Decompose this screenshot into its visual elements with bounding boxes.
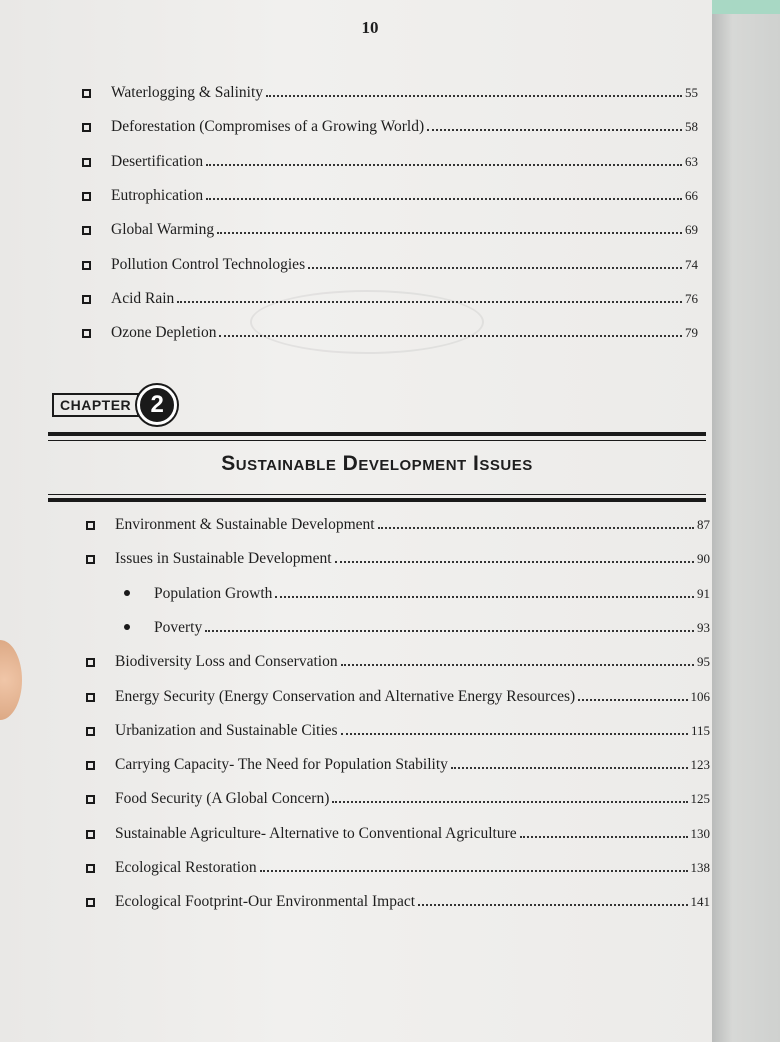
dot-leader <box>451 767 688 769</box>
dot-leader <box>520 836 688 838</box>
toc-entry-page: 138 <box>690 860 710 875</box>
toc-entry <box>86 825 710 843</box>
toc-entry <box>86 653 710 671</box>
rule-bottom-thin <box>48 494 706 495</box>
checkbox-bullet-icon <box>86 898 95 907</box>
checkbox-bullet-icon <box>86 795 95 804</box>
checkbox-bullet-icon <box>82 261 91 270</box>
checkbox-bullet-icon <box>82 329 91 338</box>
toc-entry-title: Issues in Sustainable Development <box>115 550 332 568</box>
toc-entry-title: Desertification <box>111 152 204 170</box>
checkbox-bullet-icon <box>86 761 95 770</box>
dot-leader <box>219 335 682 337</box>
toc-entry-title: Acid Rain <box>111 289 175 307</box>
bullet-dot-icon <box>124 590 130 596</box>
dot-leader <box>427 129 682 131</box>
toc-entry-title: Poverty <box>154 618 203 636</box>
toc-entry <box>86 893 710 911</box>
toc-entry <box>86 550 710 568</box>
checkbox-bullet-icon <box>86 727 95 736</box>
toc-entry-page: 93 <box>697 619 710 635</box>
toc-entry-title: Pollution Control Technologies <box>111 255 306 273</box>
toc-entry-title: Ozone Depletion <box>111 324 217 342</box>
chapter-title: Sustainable Development Issues <box>221 452 533 475</box>
toc-entry-page: 58 <box>685 119 698 135</box>
toc-entry-title: Urbanization and Sustainable Cities <box>115 721 338 739</box>
thumb <box>0 640 22 720</box>
rule-top-thin <box>48 440 706 441</box>
toc-entry-page: 106 <box>690 688 710 704</box>
dot-leader <box>275 596 694 598</box>
toc-entry-title: Sustainable Agriculture- Alternative to Conventional Agriculture <box>115 824 517 842</box>
toc-entry-title: Global Warming <box>111 221 215 239</box>
toc-entry <box>124 619 710 637</box>
toc-entry-page: 74 <box>685 256 698 272</box>
toc-entry <box>124 585 710 603</box>
checkbox-bullet-icon <box>86 658 95 667</box>
checkbox-bullet-icon <box>82 89 91 98</box>
rule-bottom-thick <box>48 498 706 502</box>
dot-leader <box>266 95 682 97</box>
toc-entry <box>86 859 710 877</box>
toc-entry-page: 123 <box>690 757 710 773</box>
toc-entry-page: 125 <box>690 791 710 807</box>
dot-leader <box>378 527 694 529</box>
toc-entry-page: 130 <box>690 825 710 841</box>
dot-leader <box>177 301 682 303</box>
toc-entry-page: 115 <box>690 722 710 738</box>
toc-entry <box>86 722 710 740</box>
toc-entry-page: 66 <box>685 187 698 203</box>
dot-leader <box>341 664 694 666</box>
toc-entry-title: Deforestation (Compromises of a Growing World) <box>111 118 425 136</box>
checkbox-bullet-icon <box>82 192 91 201</box>
dot-leader <box>205 630 694 632</box>
toc-entry-title: Biodiversity Loss and Conservation <box>115 653 338 671</box>
toc-entry <box>82 84 698 102</box>
checkbox-bullet-icon <box>82 123 91 132</box>
checkbox-bullet-icon <box>86 864 95 873</box>
toc-entry-title: Eutrophication <box>111 186 204 204</box>
dot-leader <box>308 267 682 269</box>
toc-entry-page: 69 <box>685 222 698 238</box>
dot-leader <box>578 699 687 701</box>
toc-entry <box>86 790 710 808</box>
toc-entry-page: 55 <box>685 85 698 100</box>
toc-entry-title: Carrying Capacity- The Need for Population Stability <box>115 756 448 774</box>
bullet-dot-icon <box>124 624 130 630</box>
toc-entry-title: Population Growth <box>154 584 273 602</box>
dot-leader <box>332 801 687 803</box>
toc-entry-title: Energy Security (Energy Conservation and Alternative Energy Resources) <box>115 687 576 705</box>
toc-entry-title: Ecological Restoration <box>115 859 257 876</box>
rule-top-thick <box>48 432 706 436</box>
chapter-number: 2 <box>137 385 177 425</box>
toc-entry-title: Waterlogging & Salinity <box>111 84 264 101</box>
checkbox-bullet-icon <box>86 830 95 839</box>
toc-entry-page: 87 <box>697 517 710 532</box>
toc-entry-title: Food Security (A Global Concern) <box>115 790 330 808</box>
dot-leader <box>341 733 688 735</box>
toc-entry <box>82 118 698 136</box>
background-surface <box>700 0 780 14</box>
checkbox-bullet-icon <box>82 158 91 167</box>
dot-leader <box>206 164 682 166</box>
checkbox-bullet-icon <box>86 693 95 702</box>
chapter-label: CHAPTER <box>52 393 139 417</box>
toc-entry-page: 91 <box>697 585 710 601</box>
dot-leader <box>206 198 682 200</box>
toc-entry-page: 141 <box>690 894 710 910</box>
toc-entry-page: 79 <box>685 325 698 341</box>
chapter-badge <box>52 385 177 425</box>
checkbox-bullet-icon <box>82 226 91 235</box>
toc-entry-title: Ecological Footprint-Our Environmental Impact <box>115 893 416 911</box>
toc-entry-page: 90 <box>697 551 710 567</box>
checkbox-bullet-icon <box>86 521 95 530</box>
toc-entry <box>86 516 710 534</box>
toc-entry <box>82 221 698 239</box>
toc-entry-page: 63 <box>685 153 698 169</box>
checkbox-bullet-icon <box>86 555 95 564</box>
dot-leader <box>217 232 682 234</box>
adjacent-page <box>712 0 780 1042</box>
dot-leader <box>418 904 687 906</box>
toc-entry <box>82 256 698 274</box>
toc-entry <box>82 153 698 171</box>
toc-entry <box>82 324 698 342</box>
toc-entry-title: Environment & Sustainable Development <box>115 516 375 533</box>
dot-leader <box>335 561 694 563</box>
dot-leader <box>260 870 688 872</box>
toc-entry <box>82 290 698 308</box>
toc-entry <box>86 756 710 774</box>
toc-entry-page: 95 <box>697 654 710 670</box>
checkbox-bullet-icon <box>82 295 91 304</box>
toc-entry <box>82 187 698 205</box>
toc-entry <box>86 688 710 706</box>
page-number: 10 <box>361 18 379 37</box>
toc-entry-page: 76 <box>685 290 698 306</box>
